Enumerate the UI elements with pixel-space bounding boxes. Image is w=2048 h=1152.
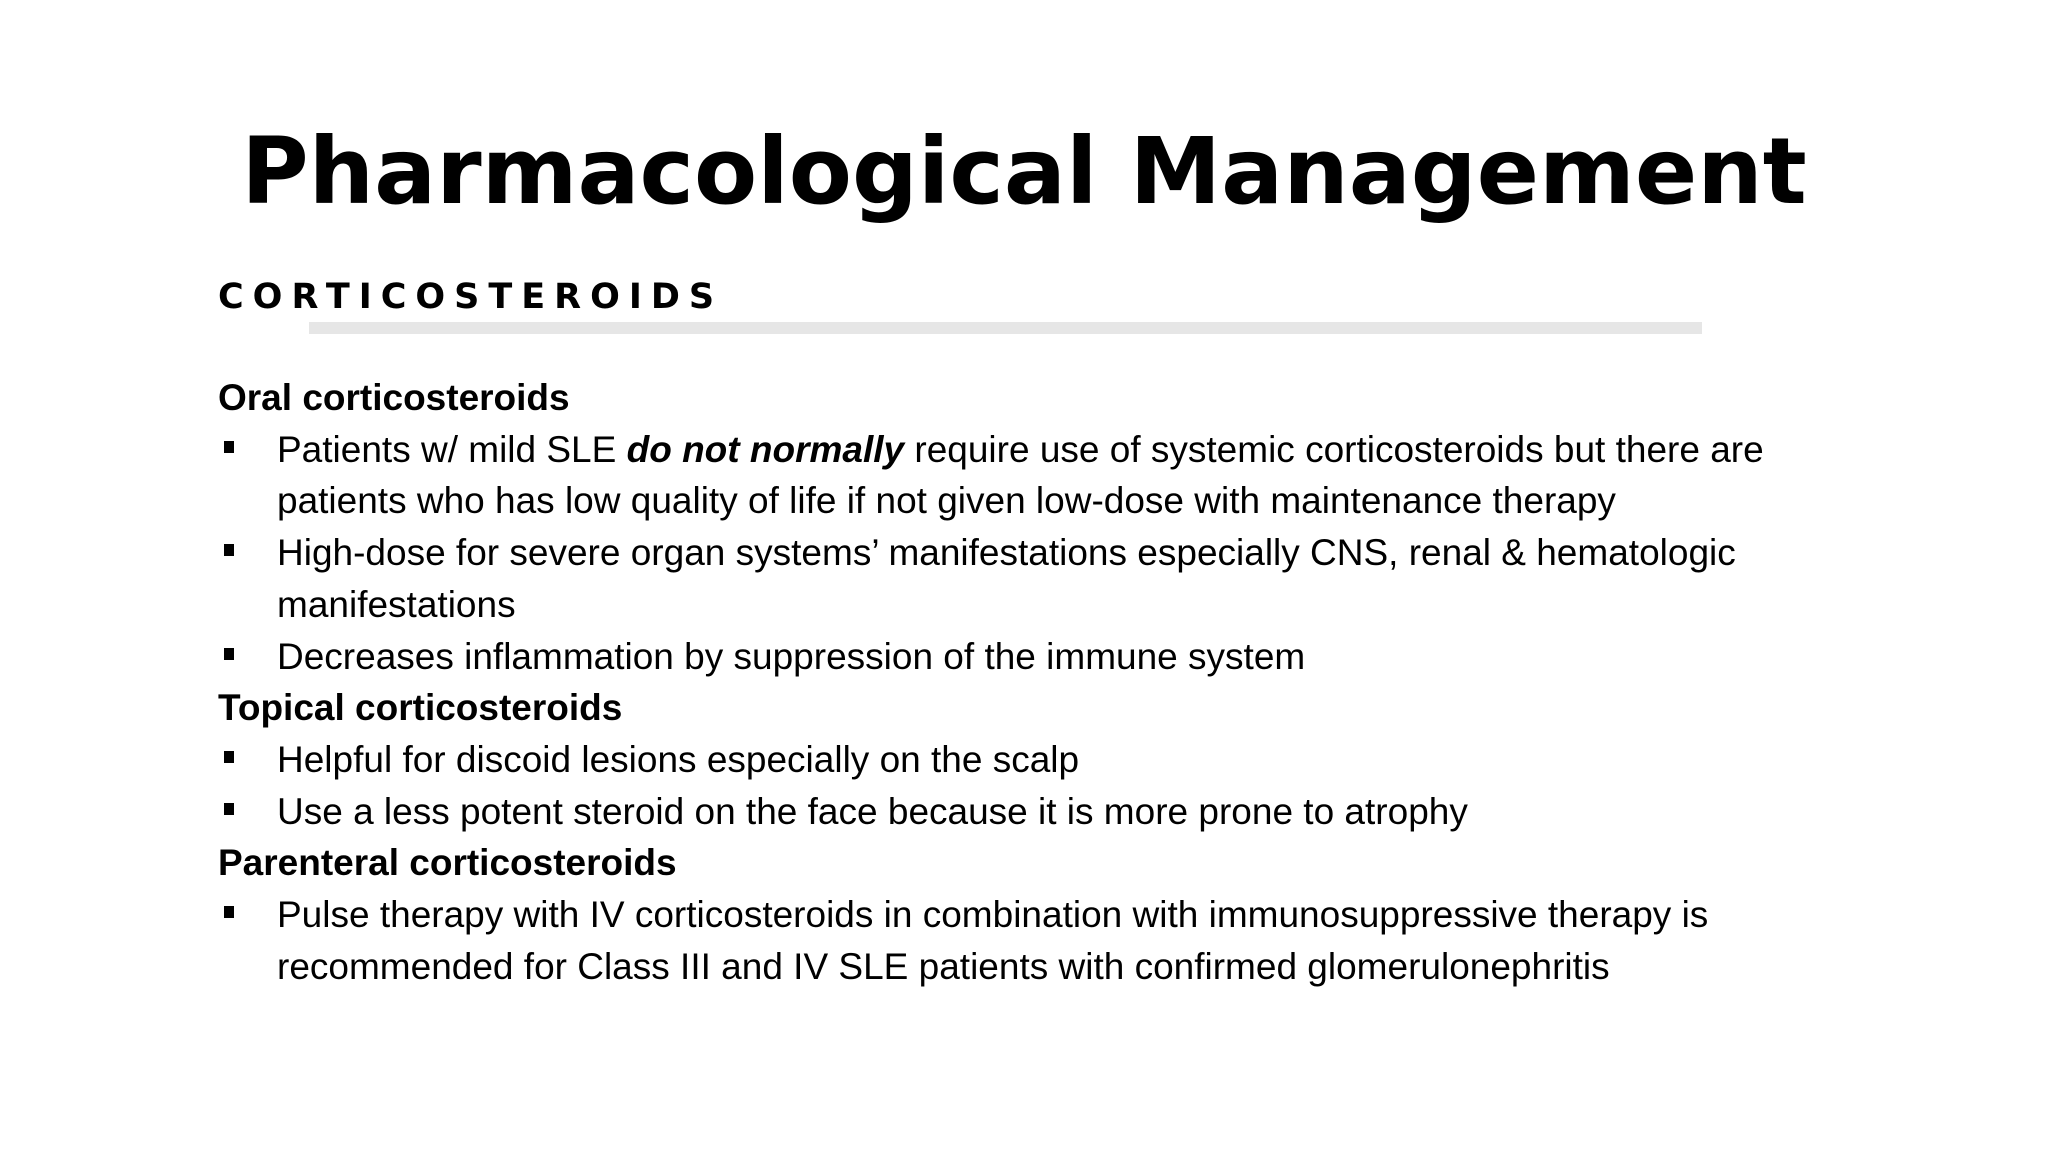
bullet-text: Decreases inflammation by suppression of the immune system (277, 635, 1306, 677)
square-bullet-icon (224, 906, 234, 918)
list-item (218, 631, 1858, 683)
bullet-text-before: Patients w/ mild SLE (277, 428, 627, 470)
bullet-text: Helpful for discoid lesions especially on the scalp (277, 738, 1080, 780)
bullet-text-after: require use of systemic corticosteroids but there are patients who has low quality of life if not given low-dose with maintenance therapy (277, 428, 1764, 522)
square-bullet-icon (224, 648, 234, 660)
square-bullet-icon (224, 441, 234, 453)
bullet-list (218, 734, 1858, 837)
list-item (218, 424, 1858, 527)
section-subheading: CORTICOSTEROIDS (218, 277, 724, 317)
square-bullet-icon (224, 544, 234, 556)
section-heading: Oral corticosteroids (218, 377, 570, 418)
square-bullet-icon (224, 803, 234, 815)
section-heading: Parenteral corticosteroids (218, 842, 677, 884)
slide-title: Pharmacological Management (241, 118, 1807, 225)
list-item (218, 889, 1858, 992)
section-parenteral (218, 837, 1858, 992)
square-bullet-icon (224, 751, 234, 763)
section-heading: Topical corticosteroids (218, 687, 623, 729)
bullet-text: Pulse therapy with IV corticosteroids in combination with immunosuppressive therapy is recommended for Class III and IV SLE patients with confirmed glomerulonephritis (277, 894, 1709, 987)
list-item (218, 734, 1858, 786)
bullet-list (218, 889, 1858, 992)
bullet-emphasis: do not normally (626, 428, 905, 470)
list-item (218, 527, 1858, 630)
list-item (218, 786, 1858, 838)
divider-rule (309, 322, 1702, 334)
section-oral (218, 372, 1858, 682)
bullet-text: High-dose for severe organ systems’ manifestations especially CNS, renal & hematologic manifestations (277, 532, 1736, 625)
bullet-list (218, 424, 1858, 683)
slide-content (218, 372, 1858, 992)
bullet-text: Use a less potent steroid on the face because it is more prone to atrophy (277, 790, 1468, 832)
section-topical (218, 682, 1858, 837)
